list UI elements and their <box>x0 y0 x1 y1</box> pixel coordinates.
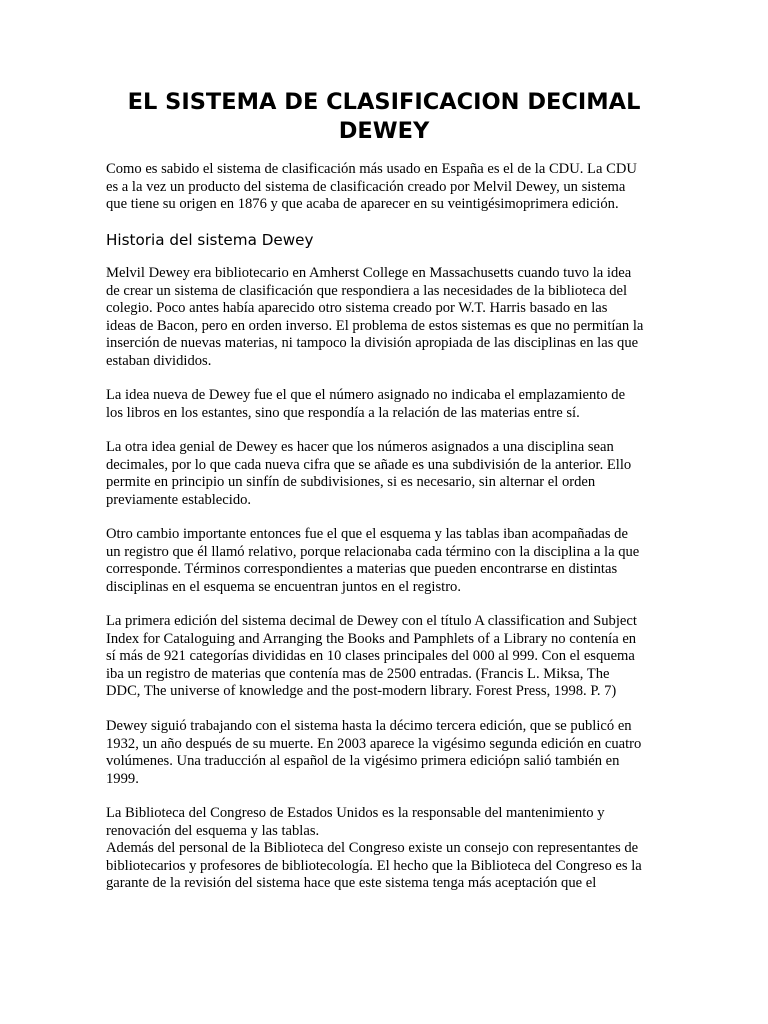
title-line: DEWEY <box>338 118 430 144</box>
paragraph-dewey-origin <box>106 265 662 371</box>
paragraph-later-editions <box>106 718 662 788</box>
section-heading: Historia del sistema Dewey <box>106 231 314 249</box>
text-line: colegio. Poco antes había aparecido otro sistema creado por W.T. Harris basado en las <box>106 300 608 317</box>
text-line: previamente establecido. <box>106 491 252 508</box>
title-line: EL SISTEMA DE CLASIFICACION DECIMAL <box>127 89 641 115</box>
intro-paragraph <box>106 161 662 214</box>
text-line: que tiene su origen en 1876 y que acaba de aparecer en su veintigésimoprimera edición. <box>106 196 619 213</box>
text-line: Melvil Dewey era bibliotecario en Amherst College en Massachusetts cuando tuvo la idea <box>106 265 632 281</box>
text-line: Además del personal de la Biblioteca del Congreso existe un consejo con representantes de <box>106 840 639 857</box>
text-line: estaban divididos. <box>106 352 212 369</box>
text-line: Dewey siguió trabajando con el sistema hasta la décimo tercera edición, que se publicó en <box>106 718 632 734</box>
text-line: Como es sabido el sistema de clasificación más usado en España es el de la CDU. La CDU <box>106 161 637 177</box>
text-line: Otro cambio importante entonces fue el que el esquema y las tablas iban acompañadas de <box>106 526 628 542</box>
paragraph-library-of-congress <box>106 805 662 893</box>
text-line: de crear un sistema de clasificación que respondiera a las necesidades de la biblioteca del <box>106 282 628 299</box>
text-line: inserción de nuevas materias, ni tampoco la división apropiada de las disciplinas en las que <box>106 335 639 352</box>
text-line: La Biblioteca del Congreso de Estados Unidos es la responsable del mantenimiento y <box>106 805 605 821</box>
text-line: ideas de Bacon, pero en orden inverso. El problema de estos sistemas es que no permitían la <box>106 317 644 334</box>
text-line: sí más de 921 categorías divididas en 10 clases principales del 000 al 999. Con el esquema <box>106 648 635 665</box>
document-title <box>80 88 688 146</box>
paragraph-first-edition <box>106 613 662 701</box>
text-line: los libros en los estantes, sino que respondía a la relación de las materias entre sí. <box>106 404 580 421</box>
text-line: garante de la revisión del sistema hace que este sistema tenga más aceptación que el <box>106 875 597 892</box>
paragraph-new-idea <box>106 387 662 422</box>
text-line: 1932, un año después de su muerte. En 2003 aparece la vigésimo segunda edición en cuatro <box>106 735 642 752</box>
text-line: La idea nueva de Dewey fue el que el número asignado no indicaba el emplazamiento de <box>106 387 626 403</box>
text-line: corresponde. Términos correspondientes a materias que pueden encontrarse en distintas <box>106 561 618 578</box>
text-line: permite en principio un sinfín de subdivisiones, si es necesario, sin alternar el orden <box>106 474 596 491</box>
text-line: renovación del esquema y las tablas. <box>106 822 320 839</box>
paragraph-relative-index <box>106 526 662 596</box>
text-line: es a la vez un producto del sistema de clasificación creado por Melvil Dewey, un sistema <box>106 178 626 195</box>
text-line: bibliotecarios y profesores de bibliotecología. El hecho que la Biblioteca del Congreso es la <box>106 857 642 874</box>
paragraph-decimal-idea <box>106 439 662 509</box>
text-line: 1999. <box>106 770 139 787</box>
text-line: disciplinas en el esquema se encuentran juntos en el registro. <box>106 578 462 595</box>
text-line: La primera edición del sistema decimal de Dewey con el título A classification and Subject <box>106 613 637 629</box>
text-line: decimales, por lo que cada nueva cifra que se añade es una subdivisión de la anterior. Ello <box>106 456 632 473</box>
text-line: DDC, The universe of knowledge and the post-modern library. Forest Press, 1998. P. 7) <box>106 683 617 700</box>
text-line: un registro que él llamó relativo, porque relacionaba cada término con la disciplina a la que <box>106 543 640 560</box>
text-line: La otra idea genial de Dewey es hacer que los números asignados a una disciplina sean <box>106 439 614 455</box>
text-line: Index for Cataloguing and Arranging the Books and Pamphlets of a Library no contenía en <box>106 630 637 647</box>
text-line: iba un registro de materias que contenía mas de 2500 entradas. (Francis L. Miksa, The <box>106 665 610 682</box>
text-line: volúmenes. Una traducción al español de la vigésimo primera ediciópn salió también en <box>106 753 620 770</box>
